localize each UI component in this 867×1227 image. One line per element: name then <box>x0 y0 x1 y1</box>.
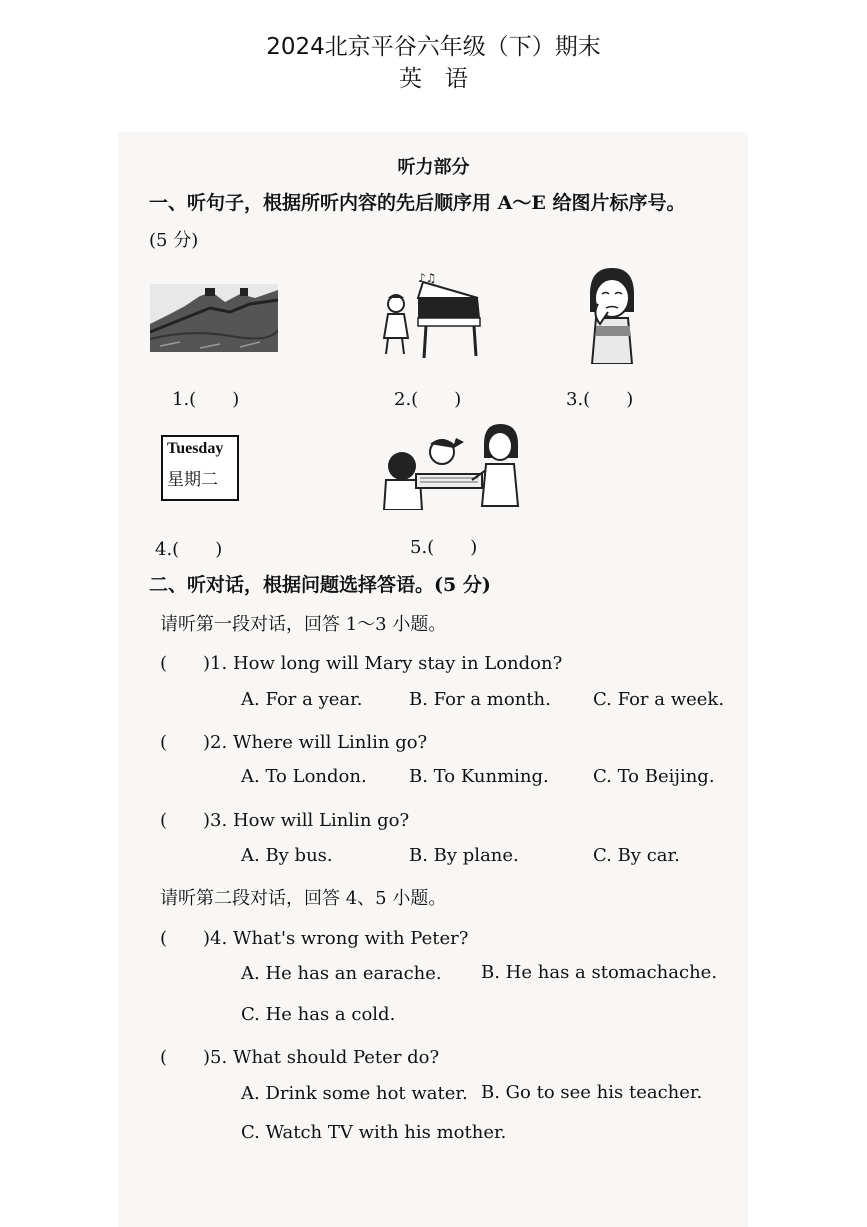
q1-option-c[interactable]: C. For a week. <box>593 689 725 710</box>
part1-title: 一、听句子，根据所听内容的先后顺序用 A～E 给图片标序号。 <box>149 192 686 214</box>
q1-option-a[interactable]: A. For a year. <box>241 689 363 710</box>
girl-with-toothache-icon <box>582 264 642 364</box>
q4-option-c[interactable]: C. He has a cold. <box>241 1004 396 1025</box>
q3-option-c[interactable]: C. By car. <box>593 845 680 866</box>
girl-playing-piano-icon <box>378 268 484 362</box>
part2-title: 二、听对话，根据问题选择答语。(5 分) <box>149 574 491 596</box>
question-4[interactable]: ( )4. What's wrong with Peter? <box>160 928 469 949</box>
question-1[interactable]: ( )1. How long will Mary stay in London? <box>160 653 563 674</box>
q2-option-c[interactable]: C. To Beijing. <box>593 766 715 787</box>
section-heading: 听力部分 <box>397 157 470 178</box>
q4-option-a[interactable]: A. He has an earache. <box>241 963 442 984</box>
great-wall-icon <box>150 284 278 352</box>
q5-option-c[interactable]: C. Watch TV with his mother. <box>241 1122 507 1143</box>
q2-option-b[interactable]: B. To Kunming. <box>409 766 549 787</box>
dialogue-2-instruction: 请听第二段对话，回答 4、5 小题。 <box>160 888 447 909</box>
subject-title: 英 语 <box>399 66 468 92</box>
picture-3-label[interactable]: 3.( ) <box>566 389 634 410</box>
exam-title: 2024北京平谷六年级（下）期末 <box>266 34 601 60</box>
q4-option-b[interactable]: B. He has a stomachache. <box>481 962 718 983</box>
question-3[interactable]: ( )3. How will Linlin go? <box>160 810 410 831</box>
picture-4-label[interactable]: 4.( ) <box>155 539 223 560</box>
q2-option-a[interactable]: A. To London. <box>241 766 367 787</box>
q3-option-a[interactable]: A. By bus. <box>241 845 333 866</box>
question-5[interactable]: ( )5. What should Peter do? <box>160 1047 440 1068</box>
tuesday-card-english: Tuesday <box>167 440 224 457</box>
part1-score: (5 分) <box>149 230 199 251</box>
question-2[interactable]: ( )2. Where will Linlin go? <box>160 732 428 753</box>
picture-2-label[interactable]: 2.( ) <box>394 389 462 410</box>
dialogue-1-instruction: 请听第一段对话，回答 1～3 小题。 <box>160 614 447 635</box>
q5-option-b[interactable]: B. Go to see his teacher. <box>481 1082 703 1103</box>
q1-option-b[interactable]: B. For a month. <box>409 689 551 710</box>
picture-1-label[interactable]: 1.( ) <box>172 389 240 410</box>
q5-option-a[interactable]: A. Drink some hot water. <box>241 1083 468 1104</box>
teacher-and-students-icon <box>380 422 522 510</box>
tuesday-card-icon <box>161 435 239 501</box>
svg-text:♪♫: ♪♫ <box>418 271 437 285</box>
tuesday-card-chinese: 星期二 <box>167 470 218 490</box>
q3-option-b[interactable]: B. By plane. <box>409 845 519 866</box>
picture-5-label[interactable]: 5.( ) <box>410 537 478 558</box>
